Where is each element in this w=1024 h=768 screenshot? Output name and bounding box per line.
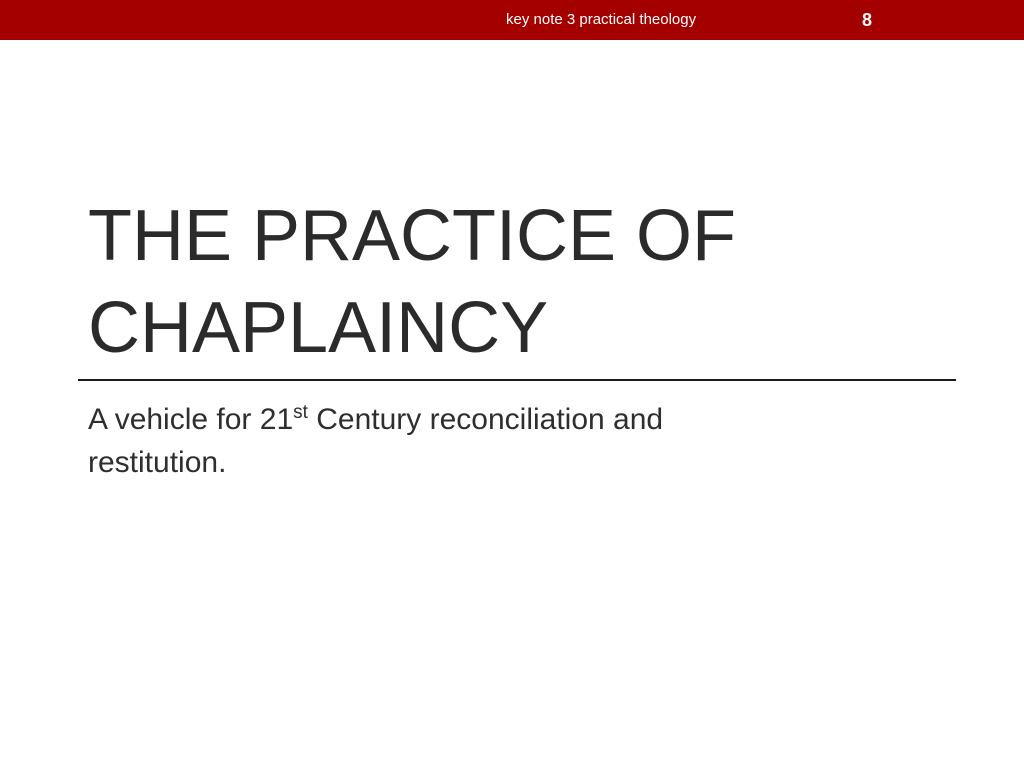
- slide-number: 8: [862, 10, 873, 30]
- slide-title-line-2: CHAPLAINCY: [88, 288, 549, 368]
- footer-text: key note 3 practical theology: [506, 11, 697, 28]
- subtitle-superscript: st: [293, 402, 308, 423]
- title-divider: [78, 379, 956, 381]
- slide-subtitle: [88, 398, 788, 484]
- header-band: [0, 0, 1024, 40]
- subtitle-text-before: A vehicle for 21: [88, 403, 294, 436]
- slide-title: [88, 190, 948, 374]
- subtitle-text-after: Century reconciliation and: [307, 403, 664, 436]
- subtitle-text-line-2: restitution.: [88, 446, 227, 479]
- slide-title-line-1: THE PRACTICE OF: [88, 196, 737, 276]
